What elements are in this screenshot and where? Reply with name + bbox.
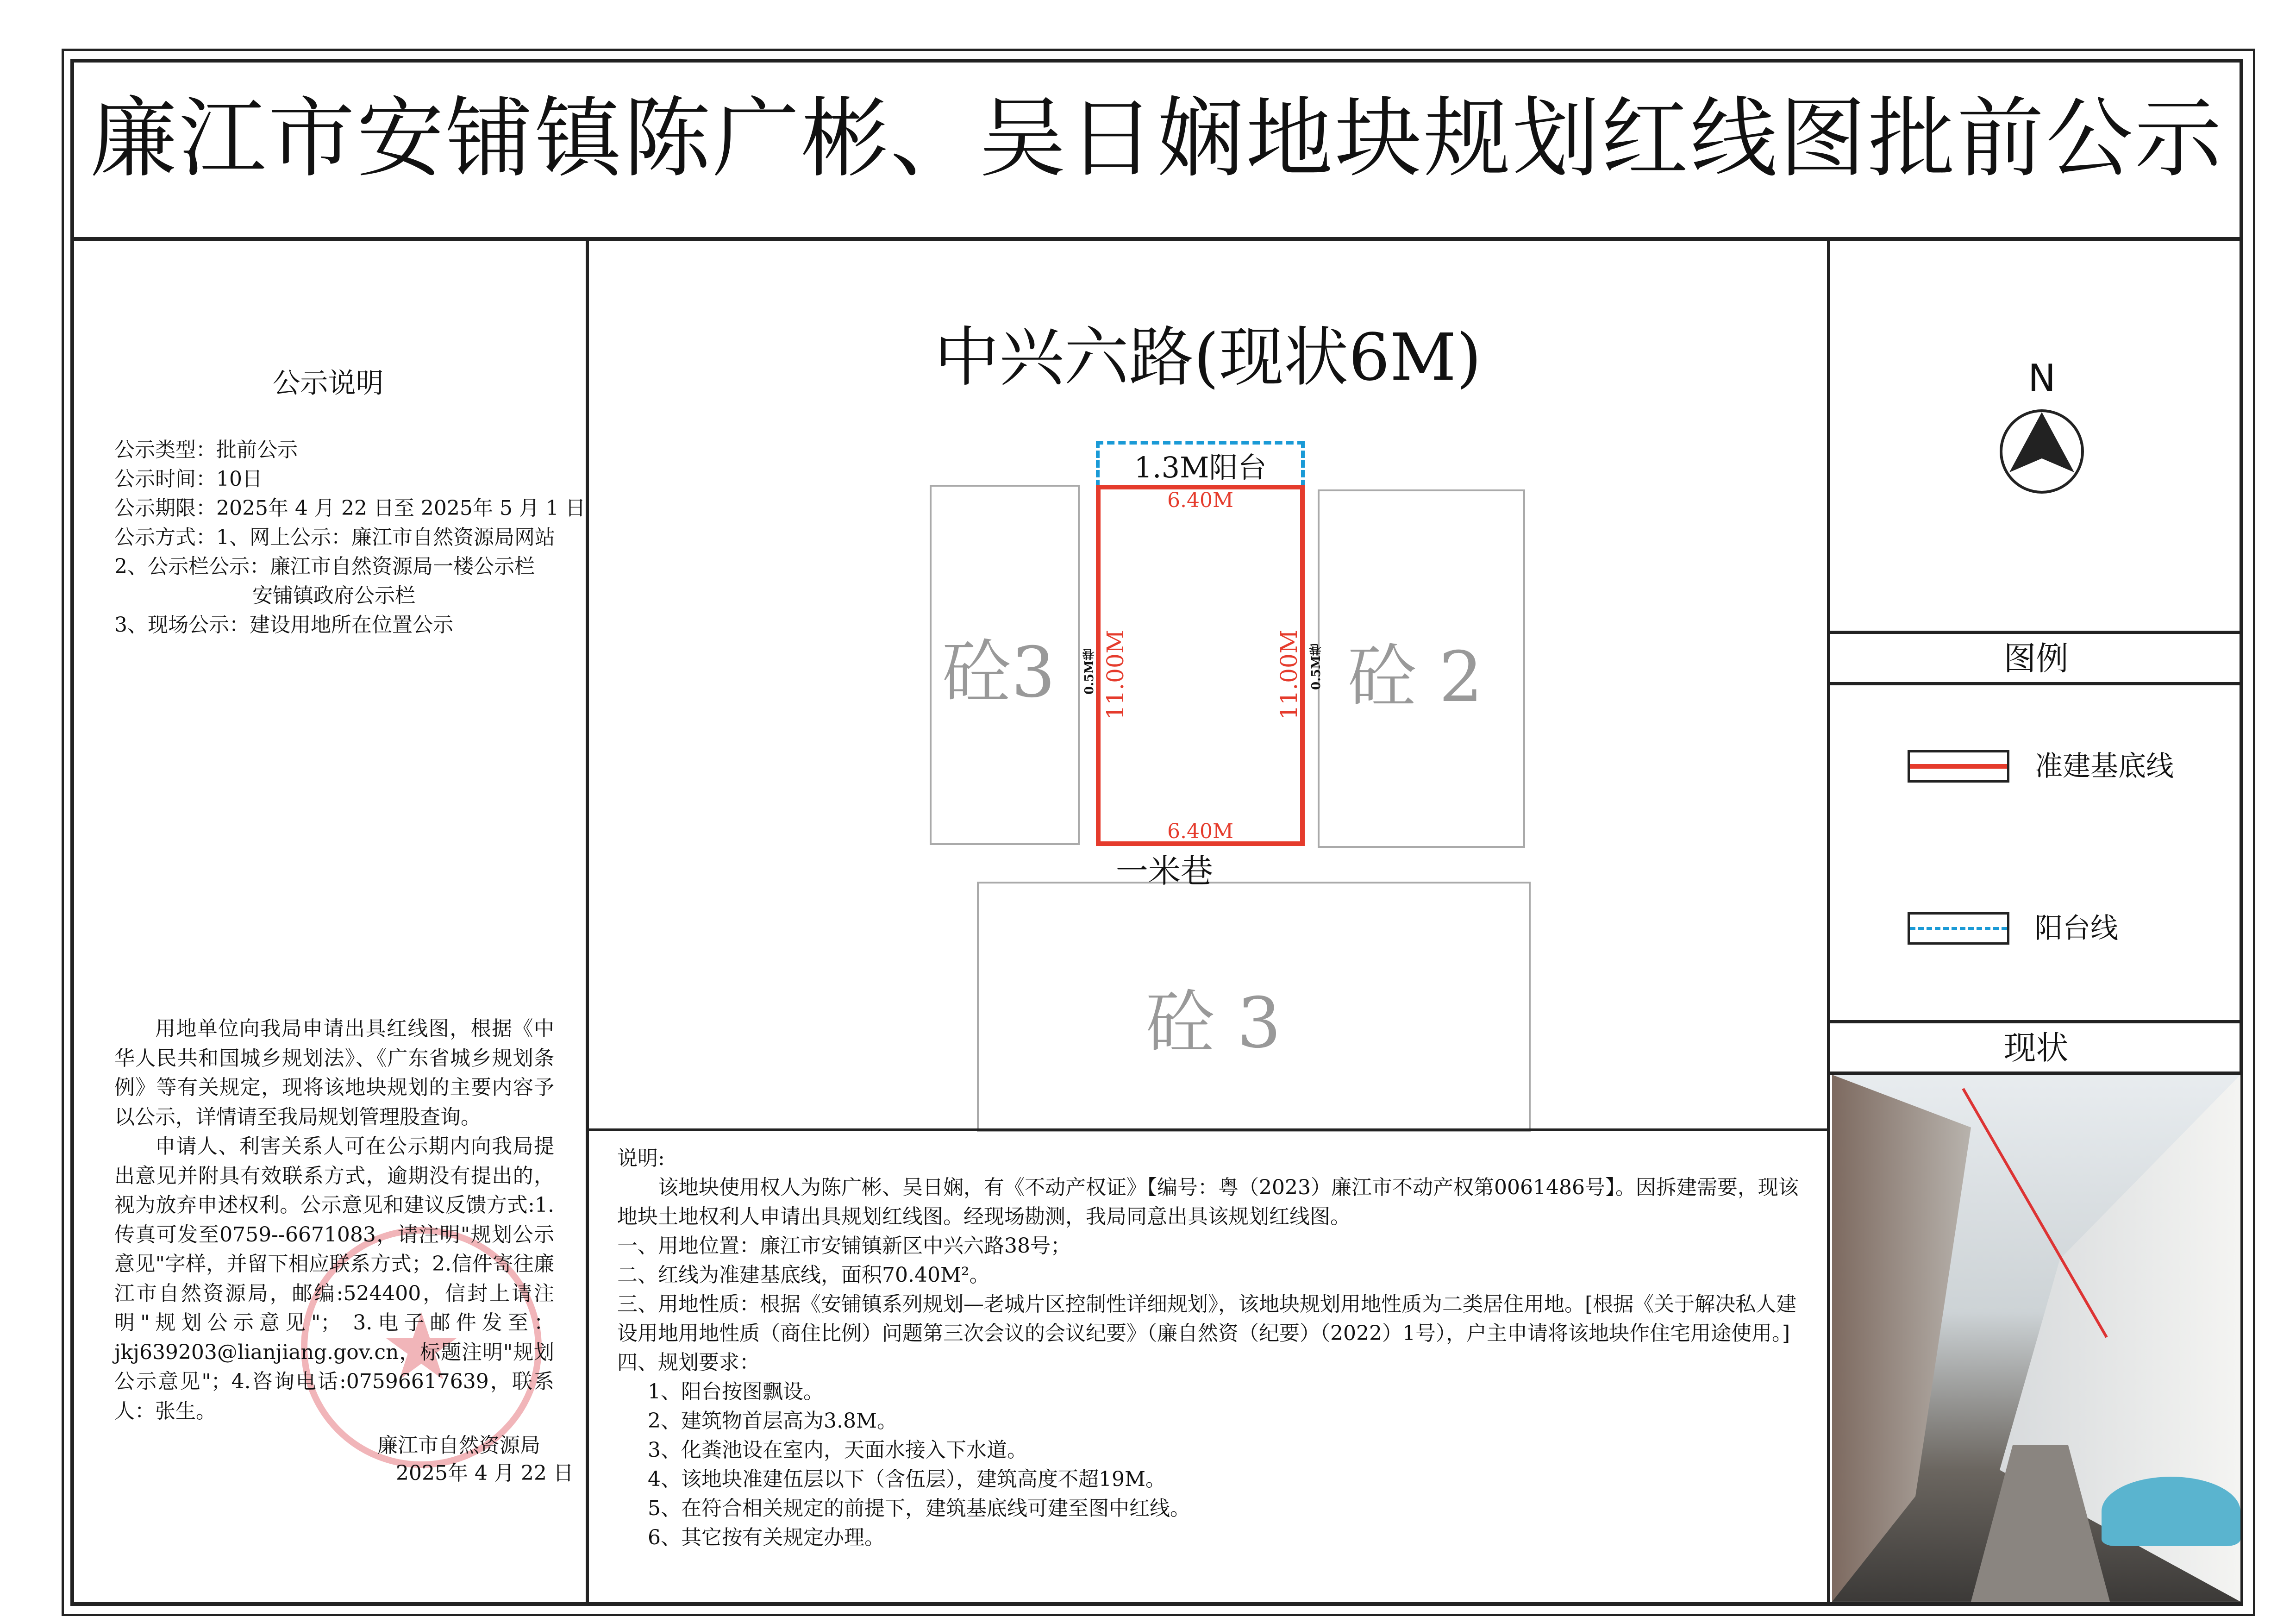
- notes-item: 三、用地性质：根据《安铺镇系列规划—老城片区控制性详细规划》，该地块规划用地性质为二类居住用地。[根据《关于解决私人建设用地用地性质（商住比例）问题第三次会议的会议纪要》（廉自然资（纪要）（2022）1号），户主申请将该地块作住宅用途使用。]: [617, 1292, 1797, 1345]
- divider: [1829, 682, 2243, 685]
- legend-label: 阳台线: [2035, 912, 2118, 945]
- notice-paragraph: 申请人、利害关系人可在公示期内向我局提出意见并附具有效联系方式，逾期没有提出的，视为放弃申述权利。公示意见和建议反馈方式:1.传真可发至0759--6671083，请注明"规划公示意见"字样，并留下相应联系方式；2.信件寄往廉江市自然资源局，邮编:524400，信封上请注明"规划公示意见"； 3.电子邮件发至：jkj639203@lianjiang.gov.cn，标题注明"规划公示意见"；4.咨询电话:07596617639，联系人：张生。: [114, 1134, 554, 1423]
- left-alley-label: 0.5M巷: [1082, 648, 1096, 695]
- notice-line: 公示类型：批前公示: [114, 438, 298, 462]
- north-label: N: [2028, 357, 2056, 400]
- notice-line: 公示方式：1、网上公示：廉江市自然资源局网站: [114, 526, 555, 549]
- notes-item: 一、用地位置：廉江市安铺镇新区中兴六路38号；: [617, 1234, 1071, 1258]
- building-right-label: 砼 2: [1347, 637, 1483, 718]
- notice-paragraph: 用地单位向我局申请出具红线图，根据《中华人民共和国城乡规划法》、《广东省城乡规划条例》等有关规定，现将该地块规划的主要内容予以公示，详情请至我局规划管理股查询。: [114, 1017, 554, 1129]
- divider: [1829, 1020, 2243, 1023]
- divider: [1829, 631, 2243, 634]
- notice-line: 公示期限：2025年 4 月 22 日至 2025年 5 月 1 日: [114, 496, 586, 520]
- requirement: 4、该地块准建伍层以下（含伍层），建筑高度不超19M。: [648, 1467, 1166, 1491]
- notes-divider: [588, 1128, 1828, 1131]
- site-photo: [1832, 1075, 2240, 1602]
- north-arrow-icon: [1998, 407, 2086, 495]
- legend-label: 准建基底线: [2035, 750, 2174, 783]
- balcony-legend-swatch: [1908, 912, 2009, 945]
- requirement: 3、化粪池设在室内，天面水接入下水道。: [648, 1438, 1027, 1462]
- requirement: 6、其它按有关规定办理。: [648, 1526, 885, 1549]
- notice-body: [114, 1014, 554, 1426]
- notice-line: 2、公示栏公示：廉江市自然资源局一楼公示栏: [114, 555, 535, 578]
- building-left-label: 砼3: [942, 633, 1056, 713]
- road-label: 中兴六路(现状6M): [934, 320, 1482, 395]
- requirement: 2、建筑物首层高为3.8M。: [648, 1409, 898, 1433]
- notice-line: 3、现场公示：建设用地所在位置公示: [114, 613, 453, 637]
- notes-intro: 该地块使用权人为陈广彬、吴日娴，有《不动产权证》【编号：粤（2023）廉江市不动产权第0061486号】。因拆建需要，现该地块土地权利人申请出具规划红线图。经现场勘测，我局同意出具该规划红线图。: [617, 1176, 1799, 1228]
- title-divider: [70, 237, 2243, 241]
- right-alley-label: 0.5M巷: [1309, 644, 1323, 690]
- notes-item: 四、规划要求：: [617, 1351, 760, 1374]
- balcony-label: 1.3M阳台: [1134, 451, 1267, 484]
- signature-org: 廉江市自然资源局: [377, 1434, 540, 1457]
- lane-label: 一米巷: [1116, 852, 1213, 890]
- legend-heading: 图例: [2003, 639, 2069, 677]
- left-column-divider: [586, 239, 589, 1606]
- notes-heading: 说明:: [617, 1147, 665, 1170]
- signature-date: 2025年 4 月 22 日: [396, 1461, 574, 1485]
- requirement: 1、阳台按图飘设。: [648, 1380, 824, 1404]
- page-title: 廉江市安铺镇陈广彬、吴日娴地块规划红线图批前公示: [90, 88, 2224, 189]
- right-column-divider: [1827, 239, 1830, 1606]
- building-bottom: [977, 882, 1531, 1132]
- notice-line: 安铺镇政府公示栏: [252, 584, 415, 608]
- top-width-label: 6.40M: [1167, 489, 1234, 512]
- divider: [1829, 1072, 2243, 1075]
- notes-block: [617, 1144, 1802, 1552]
- notice-line: 公示时间：10日: [114, 467, 263, 491]
- bottom-width-label: 6.40M: [1167, 820, 1234, 843]
- requirement: 5、在符合相关规定的前提下，建筑基底线可建至图中红线。: [648, 1497, 1190, 1520]
- left-length-label: 11.00M: [1102, 630, 1129, 720]
- building-bottom-label: 砼 3: [1145, 983, 1282, 1064]
- photo-heading: 现状: [2003, 1029, 2069, 1067]
- building-right: [1318, 489, 1525, 848]
- right-length-label: 11.00M: [1276, 630, 1302, 720]
- building-left: [930, 485, 1080, 845]
- notice-heading: 公示说明: [272, 367, 384, 400]
- official-seal-stamp: ★: [301, 1227, 542, 1468]
- redline-legend-swatch: [1908, 750, 2009, 783]
- notes-item: 二、红线为准建基底线，面积70.40M²。: [617, 1263, 990, 1287]
